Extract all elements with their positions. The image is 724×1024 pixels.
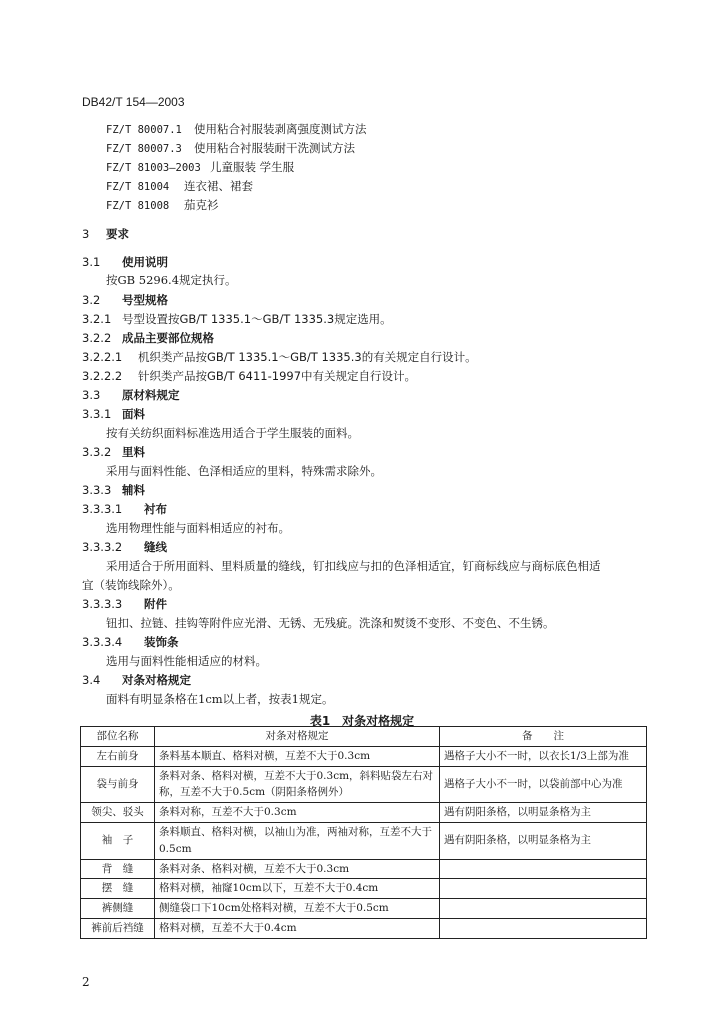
column-header-note: 备 注 xyxy=(440,727,647,747)
section-heading-3-1: 3.1 使用说明 xyxy=(82,255,168,269)
cell-note xyxy=(440,879,647,899)
cell-note: 遇格子大小不一时，以袋前部中心为准 xyxy=(440,766,647,803)
cell-position: 袖 子 xyxy=(81,822,155,859)
table-caption: 表1 对条对格规定 xyxy=(309,714,415,728)
alignment-spec-table xyxy=(80,726,647,939)
reference-title: 茄克衫 xyxy=(184,198,219,212)
cell-rule: 条料对条、格料对横，互差不大于0.3cm xyxy=(155,859,440,879)
reference-item xyxy=(106,140,355,156)
cell-note: 遇格子大小不一时，以衣长1/3上部为准 xyxy=(440,746,647,766)
reference-item xyxy=(106,178,253,194)
section-3-1-text: 按GB 5296.4规定执行。 xyxy=(106,273,237,287)
page-number: 2 xyxy=(82,975,90,989)
table-row xyxy=(81,766,647,803)
cell-rule: 格料对横，袖窿10cm以下，互差不大于0.4cm xyxy=(155,879,440,899)
table-row xyxy=(81,746,647,766)
cell-rule: 条料基本顺直、格料对横，互差不大于0.3cm xyxy=(155,746,440,766)
section-3-3-3-2-text-line1: 采用适合于所用面料、里料质量的缝线，钉扣线应与扣的色泽相适宜，钉商标线应与商标底色相适 xyxy=(106,559,601,573)
cell-rule: 侧缝袋口下10cm处格料对横，互差不大于0.5cm xyxy=(155,899,440,919)
section-3-3-3-2-text-line2: 宜（装饰线除外）。 xyxy=(82,578,180,592)
reference-code: FZ/T 81008 xyxy=(106,200,170,212)
section-3-3-2-text: 采用与面料性能、色泽相适应的里料，特殊需求除外。 xyxy=(106,464,382,478)
table-header-row xyxy=(81,727,647,747)
section-heading-3-3-1: 3.3.1 面料 xyxy=(82,407,145,421)
section-3-2-1: 3.2.1 号型设置按GB/T 1335.1～GB/T 1335.3规定选用。 xyxy=(82,312,392,326)
table-row xyxy=(81,803,647,823)
cell-note xyxy=(440,859,647,879)
cell-rule: 条料顺直、格料对横，以袖山为准，两袖对称，互差不大于0.5cm xyxy=(155,822,440,859)
reference-title: 使用粘合衬服装剥离强度测试方法 xyxy=(194,122,367,136)
cell-position: 摆 缝 xyxy=(81,879,155,899)
cell-note: 遇有阴阳条格，以明显条格为主 xyxy=(440,822,647,859)
table-row xyxy=(81,918,647,938)
cell-position: 领尖、驳头 xyxy=(81,803,155,823)
section-heading-3-2: 3.2 号型规格 xyxy=(82,293,168,307)
reference-item xyxy=(106,159,294,175)
cell-position: 袋与前身 xyxy=(81,766,155,803)
cell-position: 裤前后裆缝 xyxy=(81,918,155,938)
cell-rule: 格料对横，互差不大于0.4cm xyxy=(155,918,440,938)
section-heading-3-3-2: 3.3.2 里料 xyxy=(82,445,145,459)
section-heading-3-3-3-3: 3.3.3.3 附件 xyxy=(82,597,167,611)
table-row xyxy=(81,859,647,879)
column-header-rule: 对条对格规定 xyxy=(155,727,440,747)
cell-position: 左右前身 xyxy=(81,746,155,766)
reference-item xyxy=(106,197,219,213)
cell-position: 裤侧缝 xyxy=(81,899,155,919)
section-heading-3-3-3-2: 3.3.3.2 缝线 xyxy=(82,540,167,554)
section-3-3-3-1-text: 选用物理性能与面料相适应的衬布。 xyxy=(106,521,290,535)
reference-title: 使用粘合衬服装耐干洗测试方法 xyxy=(194,141,355,155)
table-row xyxy=(81,879,647,899)
section-3-3-3-3-text: 钮扣、拉链、挂钩等附件应光滑、无锈、无残疵。洗涤和熨烫不变形、不变色、不生锈。 xyxy=(106,616,555,630)
reference-item xyxy=(106,121,367,137)
section-3-3-1-text: 按有关纺织面料标准选用适合于学生服装的面料。 xyxy=(106,426,359,440)
document-header-id: DB42/T 154—2003 xyxy=(82,95,185,109)
section-heading-3-3-3-1: 3.3.3.1 衬布 xyxy=(82,502,167,516)
cell-position: 背 缝 xyxy=(81,859,155,879)
reference-title: 儿童服装 学生服 xyxy=(210,160,295,174)
section-heading-3: 3 要求 xyxy=(82,227,129,241)
reference-code: FZ/T 81004 xyxy=(106,181,170,193)
section-heading-3-3: 3.3 原材料规定 xyxy=(82,388,180,402)
cell-note: 遇有阴阳条格，以明显条格为主 xyxy=(440,803,647,823)
section-heading-3-3-3: 3.3.3 辅料 xyxy=(82,483,145,497)
reference-title: 连衣裙、裙套 xyxy=(184,179,253,193)
section-heading-3-2-2: 3.2.2 成品主要部位规格 xyxy=(82,331,214,345)
cell-note xyxy=(440,899,647,919)
reference-code: FZ/T 81003—2003 xyxy=(106,162,201,174)
cell-rule: 条料对称，互差不大于0.3cm xyxy=(155,803,440,823)
reference-code: FZ/T 80007.1 xyxy=(106,124,182,136)
column-header-position: 部位名称 xyxy=(81,727,155,747)
section-3-2-2-1: 3.2.2.1 机织类产品按GB/T 1335.1～GB/T 1335.3的有关规定自行设计。 xyxy=(82,350,477,364)
section-3-4-text: 面料有明显条格在1cm以上者，按表1规定。 xyxy=(106,692,334,706)
cell-rule: 条料对条、格料对横，互差不大于0.3cm，斜料贴袋左右对称，互差不大于0.5cm（阴阳条格例外） xyxy=(155,766,440,803)
table-row xyxy=(81,822,647,859)
table-row xyxy=(81,899,647,919)
reference-code: FZ/T 80007.3 xyxy=(106,143,182,155)
section-3-2-2-2: 3.2.2.2 针织类产品按GB/T 6411-1997中有关规定自行设计。 xyxy=(82,369,417,383)
section-3-3-3-4-text: 选用与面料性能相适应的材料。 xyxy=(106,654,267,668)
section-heading-3-4: 3.4 对条对格规定 xyxy=(82,673,191,687)
cell-note xyxy=(440,918,647,938)
section-heading-3-3-3-4: 3.3.3.4 装饰条 xyxy=(82,635,179,649)
